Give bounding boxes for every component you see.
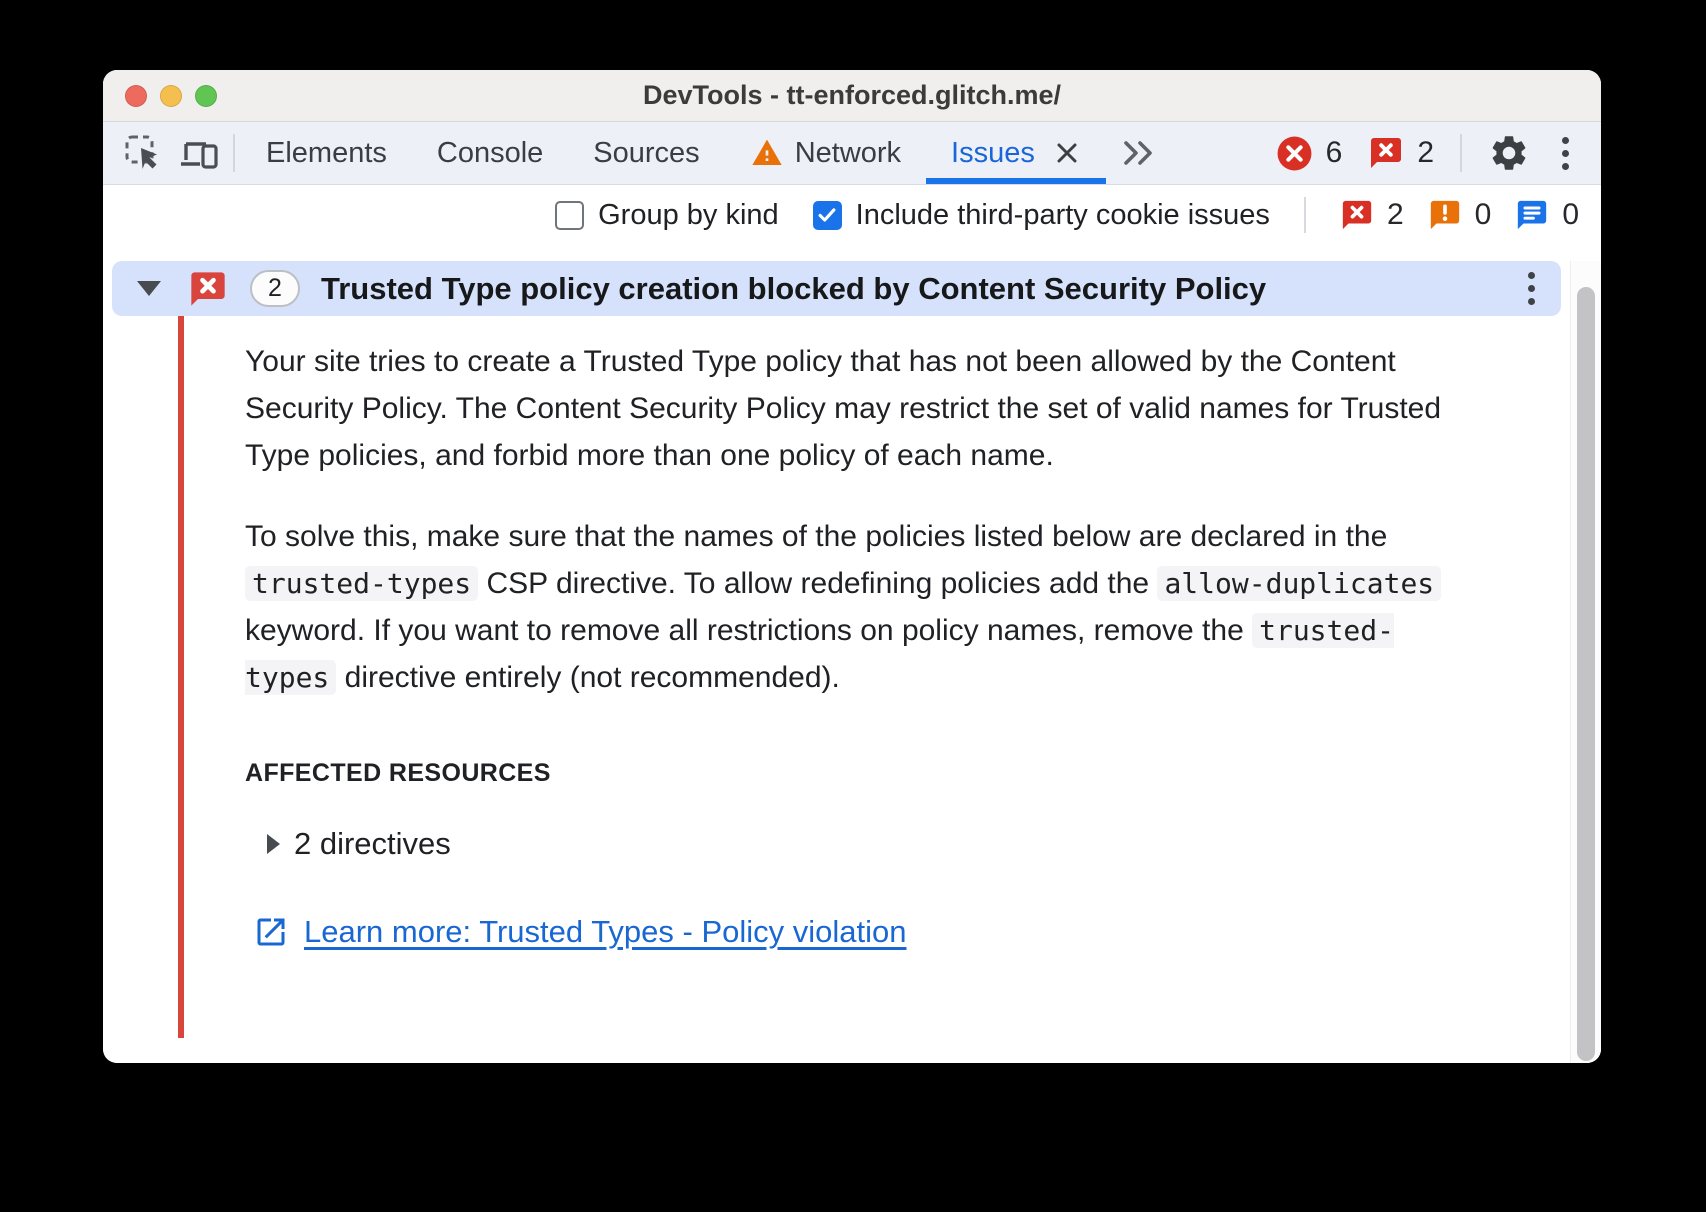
issues-filter-bar bbox=[103, 185, 1601, 245]
third-party-cookie-label: Include third-party cookie issues bbox=[855, 198, 1270, 231]
filter-bar-divider bbox=[1304, 197, 1306, 233]
toolbar-right-cluster bbox=[1276, 122, 1601, 184]
issue-title: Trusted Type policy creation blocked by Content Security Policy bbox=[321, 270, 1267, 306]
issues-panel bbox=[103, 261, 1601, 1063]
tab-network[interactable] bbox=[725, 122, 926, 184]
page-warning-count-label: 0 bbox=[1474, 198, 1492, 231]
third-party-cookie-checkbox[interactable] bbox=[813, 199, 1270, 232]
group-by-kind-checkbox[interactable] bbox=[555, 199, 779, 232]
error-circle-icon bbox=[1276, 135, 1313, 172]
affected-resources-heading: AFFECTED RESOURCES bbox=[245, 759, 551, 787]
page-error-count bbox=[1340, 198, 1404, 232]
tab-console-label: Console bbox=[436, 136, 544, 169]
customize-devtools-button[interactable] bbox=[1556, 137, 1575, 170]
close-issues-tab-button[interactable] bbox=[1053, 139, 1081, 167]
issue-bubble-error-icon bbox=[1368, 135, 1404, 171]
tab-sources-label: Sources bbox=[593, 136, 700, 169]
inspect-element-button[interactable] bbox=[115, 122, 171, 184]
tab-sources[interactable] bbox=[568, 122, 724, 184]
traffic-lights bbox=[125, 70, 217, 121]
devtools-toolbar bbox=[103, 122, 1601, 185]
close-window-button[interactable] bbox=[125, 85, 147, 107]
zoom-window-button[interactable] bbox=[195, 85, 217, 107]
issue-bubble-warning-icon bbox=[1428, 198, 1462, 232]
learn-more-row bbox=[253, 914, 1601, 950]
window-titlebar bbox=[103, 70, 1601, 122]
tab-issues-label: Issues bbox=[951, 136, 1035, 169]
directives-expander[interactable] bbox=[267, 826, 1601, 862]
checkbox-checked-icon bbox=[813, 201, 842, 230]
page-warning-count bbox=[1428, 198, 1492, 232]
tab-elements-label: Elements bbox=[266, 136, 387, 169]
kebab-icon bbox=[1562, 137, 1569, 144]
error-count-label: 6 bbox=[1325, 136, 1343, 169]
toolbar-divider bbox=[1460, 134, 1462, 172]
learn-more-link[interactable]: Learn more: Trusted Types - Policy violation bbox=[304, 914, 907, 949]
issue-description-paragraph-2: To solve this, make sure that the names of the policies listed below are declared in the trusted-types CSP directive. To allow redefining policies add the allow-duplicates keyword. If you want to remove all restrictions on policy names, remove the trusted-types directive entirely (not recommended). bbox=[245, 513, 1445, 701]
collapse-triangle-icon[interactable] bbox=[137, 281, 161, 296]
message-bubble-icon bbox=[1515, 198, 1549, 232]
page-info-count-label: 0 bbox=[1562, 198, 1579, 231]
issue-count-badge: 2 bbox=[250, 270, 300, 307]
page-error-count-label: 2 bbox=[1386, 198, 1404, 231]
close-icon bbox=[1053, 139, 1081, 167]
chevron-double-right-icon bbox=[1120, 139, 1156, 167]
issue-options-button[interactable] bbox=[1522, 272, 1541, 305]
directives-label: 2 directives bbox=[294, 826, 451, 861]
group-by-kind-label: Group by kind bbox=[598, 198, 779, 231]
devtools-window bbox=[103, 70, 1601, 1063]
inline-code: allow-duplicates bbox=[1157, 566, 1441, 601]
issue-body bbox=[178, 316, 1601, 1038]
issue-header-row[interactable] bbox=[112, 261, 1561, 316]
device-toolbar-icon bbox=[178, 133, 220, 173]
scrollbar-track[interactable] bbox=[1570, 261, 1601, 1063]
gear-icon bbox=[1488, 132, 1530, 174]
expand-triangle-icon[interactable] bbox=[267, 834, 280, 854]
settings-button[interactable] bbox=[1488, 132, 1530, 174]
window-title: DevTools - tt-enforced.glitch.me/ bbox=[642, 80, 1062, 110]
tab-elements[interactable] bbox=[241, 122, 412, 184]
toolbar-divider bbox=[233, 134, 235, 172]
inline-code: trusted-types bbox=[245, 566, 478, 601]
inspect-cursor-icon bbox=[123, 133, 163, 173]
page-info-count bbox=[1515, 198, 1579, 232]
scrollbar-thumb[interactable] bbox=[1577, 287, 1595, 1061]
inline-code: trusted-types bbox=[245, 614, 1394, 694]
issue-bubble-error-icon bbox=[1340, 198, 1374, 232]
checkbox-unchecked-icon bbox=[555, 201, 584, 230]
issues-count-label: 2 bbox=[1417, 136, 1434, 169]
tab-console[interactable] bbox=[412, 122, 568, 184]
issue-severity-counts bbox=[1340, 198, 1579, 232]
issue-bubble-error-icon bbox=[188, 269, 228, 309]
console-error-count[interactable] bbox=[1276, 135, 1343, 172]
tab-issues[interactable] bbox=[926, 122, 1106, 184]
minimize-window-button[interactable] bbox=[160, 85, 182, 107]
more-tabs-button[interactable] bbox=[1106, 122, 1170, 184]
tab-network-label: Network bbox=[794, 136, 902, 169]
kebab-icon bbox=[1528, 272, 1535, 279]
external-link-icon bbox=[253, 914, 289, 950]
issues-count[interactable] bbox=[1368, 135, 1434, 171]
toggle-device-toolbar-button[interactable] bbox=[171, 122, 227, 184]
issue-description-paragraph-1: Your site tries to create a Trusted Type policy that has not been allowed by the Content Security Policy. The Content Security Policy may restrict the set of valid names for Trusted Type policies, and forbid more than one policy of each name. bbox=[245, 345, 1442, 472]
warning-triangle-icon bbox=[750, 137, 784, 169]
